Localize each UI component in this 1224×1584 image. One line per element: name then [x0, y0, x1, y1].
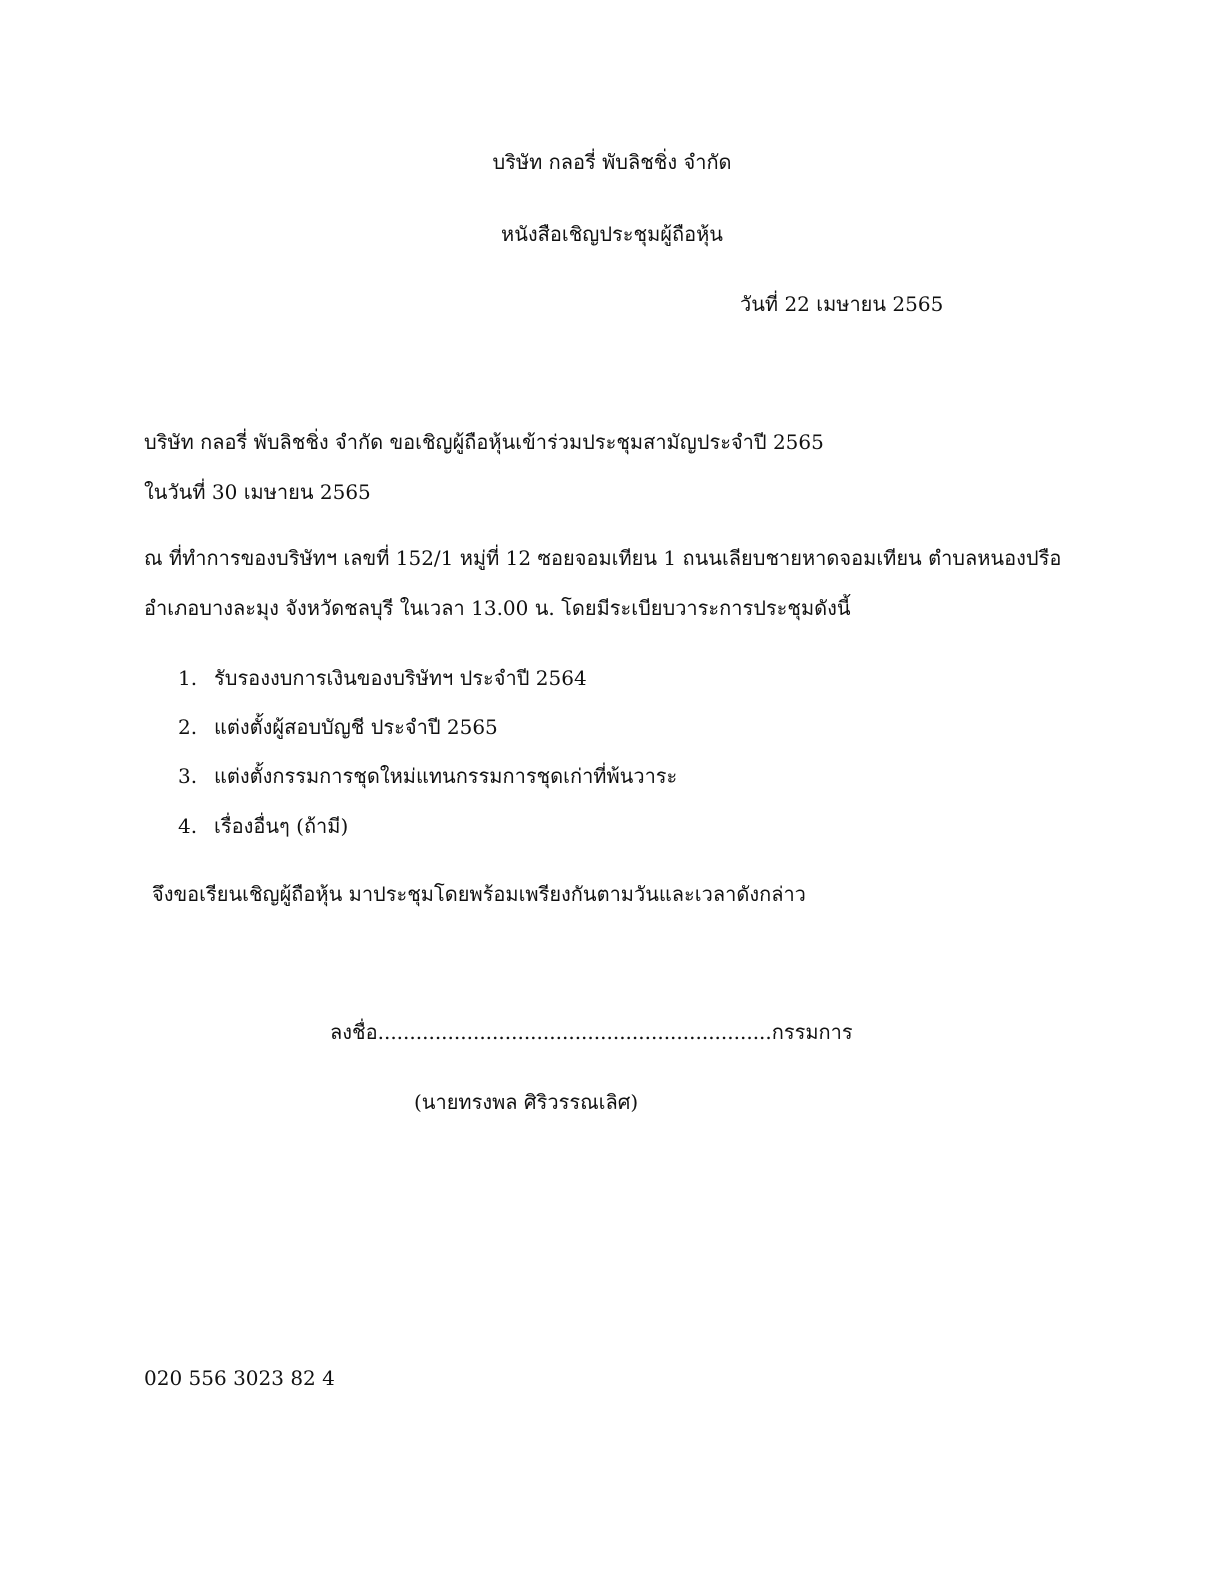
- agenda-item: [178, 814, 348, 838]
- agenda-item: [178, 764, 677, 788]
- agenda-item-text: แต่งตั้งผู้สอบบัญชี ประจำปี 2565: [214, 715, 498, 739]
- agenda-item-number: 2.: [178, 715, 198, 739]
- invitation-line-1: บริษัท กลอรี่ พับลิชชิ่ง จำกัด ขอเชิญผู้ถือหุ้นเข้าร่วมประชุมสามัญประจำปี 2565: [144, 430, 824, 454]
- agenda-item-text: เรื่องอื่นๆ (ถ้ามี): [214, 814, 349, 838]
- signature-line: ลงชื่อ..............................................................กรรมการ: [330, 1020, 853, 1044]
- agenda-item: [178, 715, 498, 739]
- agenda-item-number: 1.: [178, 666, 198, 690]
- agenda-item-number: 4.: [178, 814, 198, 838]
- document-title: หนังสือเชิญประชุมผู้ถือหุ้น: [501, 222, 723, 246]
- closing-statement: จึงขอเรียนเชิญผู้ถือหุ้น มาประชุมโดยพร้อมเพรียงกันตามวันและเวลาดังกล่าว: [152, 882, 806, 906]
- agenda-item-text: รับรองงบการเงินของบริษัทฯ ประจำปี 2564: [214, 666, 587, 690]
- document-date: วันที่ 22 เมษายน 2565: [740, 292, 944, 316]
- company-name: บริษัท กลอรี่ พับลิชชิ่ง จำกัด: [492, 150, 732, 174]
- venue-line-1: ณ ที่ทำการของบริษัทฯ เลขที่ 152/1 หมู่ที่ 12 ซอยจอมเทียน 1 ถนนเลียบชายหาดจอมเทียน ตำบลหนองปรือ: [144, 546, 1062, 570]
- registration-number: 020 556 3023 82 4: [144, 1366, 335, 1390]
- signatory-name: (นายทรงพล ศิริวรรณเลิศ): [414, 1090, 639, 1114]
- agenda-item: [178, 666, 587, 690]
- agenda-item-text: แต่งตั้งกรรมการชุดใหม่แทนกรรมการชุดเก่าที่พ้นวาระ: [214, 764, 678, 788]
- agenda-item-number: 3.: [178, 764, 198, 788]
- invitation-line-2: ในวันที่ 30 เมษายน 2565: [144, 480, 371, 504]
- venue-line-2: อำเภอบางละมุง จังหวัดชลบุรี ในเวลา 13.00 น. โดยมีระเบียบวาระการประชุมดังนี้: [144, 596, 851, 620]
